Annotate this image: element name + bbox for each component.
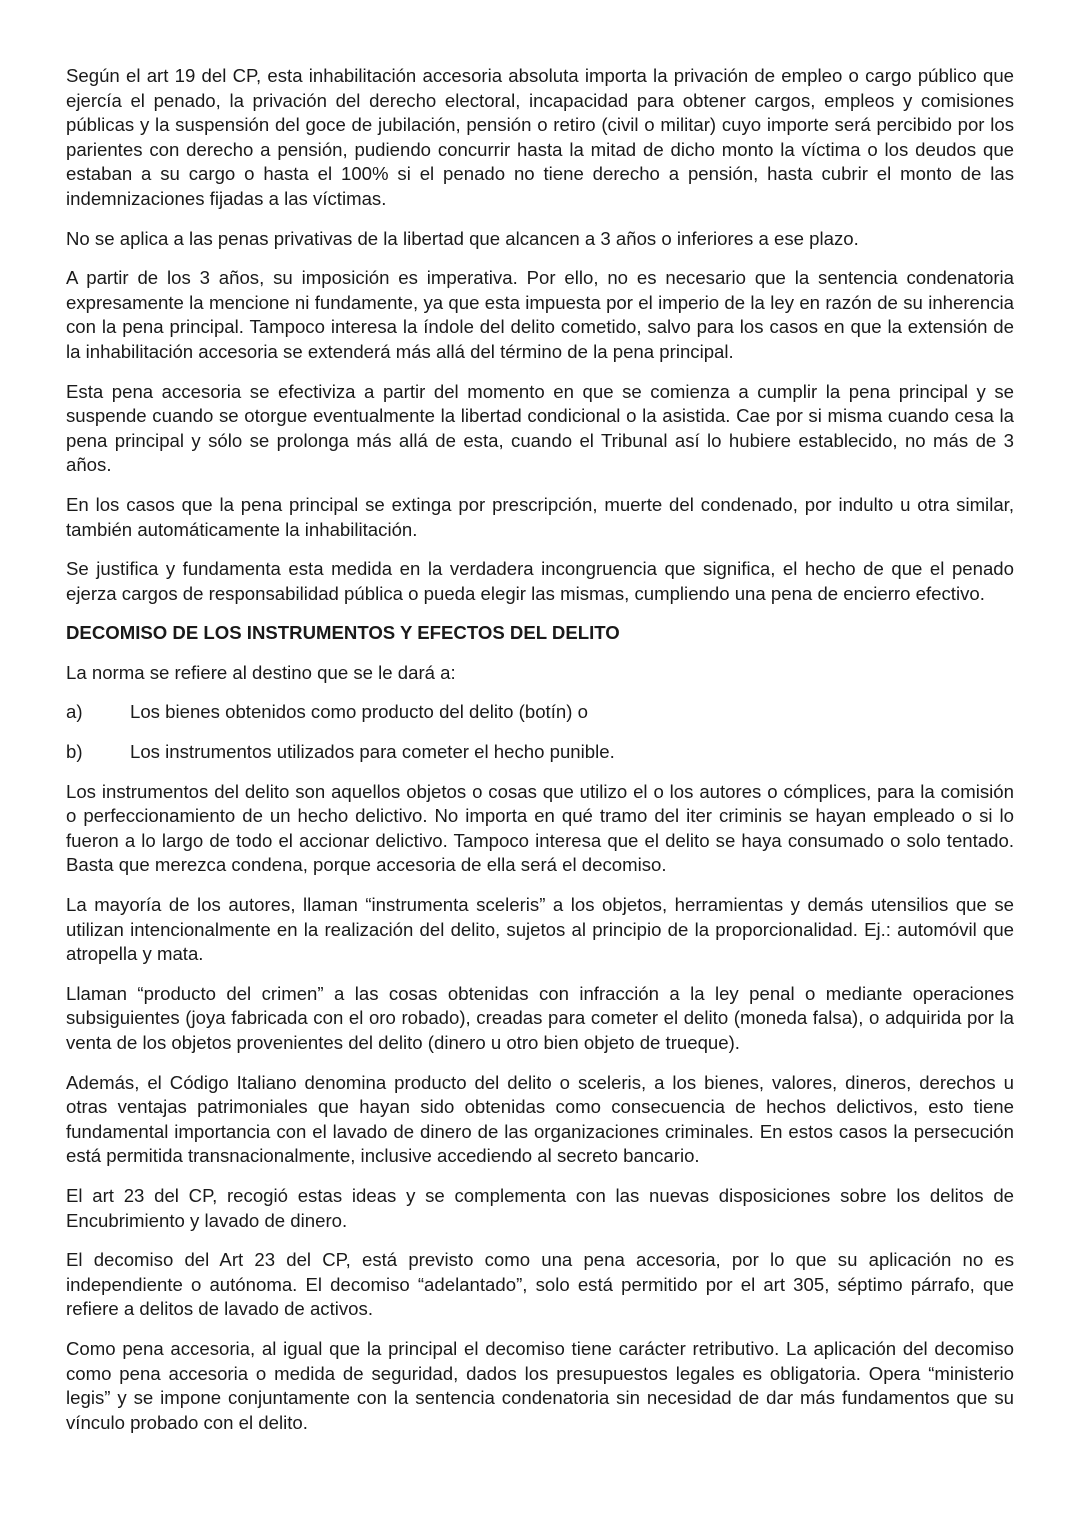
paragraph: Se justifica y fundamenta esta medida en la verdadera incongruencia que significa, el hecho de que el penado ejerza cargos de responsabilidad pública o pueda elegir las mismas, cumpliendo una pena de encierro efectivo. bbox=[66, 558, 1014, 604]
list-text: Los instrumentos utilizados para cometer el hecho punible. bbox=[130, 741, 615, 763]
paragraph: Además, el Código Italiano denomina producto del delito o sceleris, a los bienes, valores, dineros, derechos u otras ventajas patrimoniales que hayan sido obtenidas como consecuencia de hechos delictivos, esto tiene fundamental importancia con el lavado de dinero de las organizaciones criminales. En estos casos la persecución está permitida transnacionalmente, inclusive accediendo al secreto bancario. bbox=[66, 1071, 1014, 1167]
paragraph: Los instrumentos del delito son aquellos objetos o cosas que utilizo el o los autores o cómplices, para la comisión o perfeccionamiento de un hecho delictivo. No importa en qué tramo del iter criminis se hayan empleado o si lo fueron a lo largo de todo el accionar delictivo. Tampoco interesa que el delito se haya consumado o solo tentado. Basta que merezca condena, porque accesoria de ella será el decomiso. bbox=[66, 780, 1014, 876]
paragraph: Como pena accesoria, al igual que la principal el decomiso tiene carácter retributivo. La aplicación del decomiso como pena accesoria o medida de seguridad, dados los presupuestos legales es obligatoria. Opera “ministerio legis” y se impone conjuntamente con la sentencia condenatoria sin necesidad de dar más fundamentos que su vínculo probado con el delito. bbox=[66, 1337, 1014, 1433]
paragraph: El art 23 del CP, recogió estas ideas y se complementa con las nuevas disposiciones sobre los delitos de Encubrimiento y lavado de dinero. bbox=[66, 1184, 1014, 1231]
paragraph: En los casos que la pena principal se extinga por prescripción, muerte del condenado, por indulto u otra similar, también automáticamente la inhabilitación. bbox=[66, 493, 1014, 540]
paragraph: A partir de los 3 años, su imposición es imperativa. Por ello, no es necesario que la sentencia condenatoria expresamente la mencione ni fundamente, ya que esta impuesta por el imperio de la ley en razón de su inherencia con la pena principal. Tampoco interesa la índole del delito cometido, salvo para los casos en que la extensión de la inhabilitación accesoria se extenderá más allá del término de la pena principal. bbox=[66, 267, 1014, 362]
list-intro: La norma se refiere al destino que se le dará a: bbox=[66, 661, 456, 683]
list-marker: b) bbox=[66, 741, 83, 763]
paragraph: Según el art 19 del CP, esta inhabilitación accesoria absoluta importa la privación de empleo o cargo público que ejercía el penado, la privación del derecho electoral, incapacidad para obtener cargos, empleos y comisiones públicas y la suspensión del goce de jubilación, pensión o retiro (civil o militar) cuyo importe será percibido por los parientes con derecho a pensión, pudiendo concurrir hasta la mitad de dicho monto la víctima o los deudos que estaban a su cargo o hasta el 100% si el penado no tiene derecho a pensión, hasta cubrir el monto de las indemnizaciones fijadas a las víctimas. bbox=[66, 65, 1014, 209]
list-item bbox=[66, 740, 1014, 765]
document-page bbox=[66, 64, 1014, 1450]
paragraph: Llaman “producto del crimen” a las cosas obtenidas con infracción a la ley penal o mediante operaciones subsiguientes (joya fabricada con el oro robado), creadas para cometer el delito (moneda falsa), o adquirida por la venta de los objetos provenientes del delito (dinero u otro bien objeto de trueque). bbox=[66, 982, 1014, 1053]
list-text: Los bienes obtenidos como producto del delito (botín) o bbox=[130, 701, 588, 723]
section-heading: DECOMISO DE LOS INSTRUMENTOS Y EFECTOS DEL DELITO bbox=[66, 622, 620, 644]
paragraph: Esta pena accesoria se efectiviza a partir del momento en que se comienza a cumplir la pena principal y se suspende cuando se otorgue eventualmente la libertad condicional o la asistida. Cae por si misma cuando cesa la pena principal y sólo se prolonga más allá de esta, cuando el Tribunal así lo hubiere establecido, no más de 3 años. bbox=[66, 380, 1014, 476]
list-marker: a) bbox=[66, 701, 83, 723]
list-item bbox=[66, 700, 1014, 725]
paragraph: El decomiso del Art 23 del CP, está previsto como una pena accesoria, por lo que su aplicación no es independiente o autónoma. El decomiso “adelantado”, solo está permitido por el art 305, séptimo párrafo, que refiere a delitos de lavado de activos. bbox=[66, 1249, 1014, 1320]
paragraph: La mayoría de los autores, llaman “instrumenta sceleris” a los objetos, herramientas y demás utensilios que se utilizan intencionalmente en la realización del delito, sujetos al principio de la proporcionalidad. Ej.: automóvil que atropella y mata. bbox=[66, 894, 1014, 965]
paragraph: No se aplica a las penas privativas de la libertad que alcancen a 3 años o inferiores a ese plazo. bbox=[66, 227, 859, 249]
